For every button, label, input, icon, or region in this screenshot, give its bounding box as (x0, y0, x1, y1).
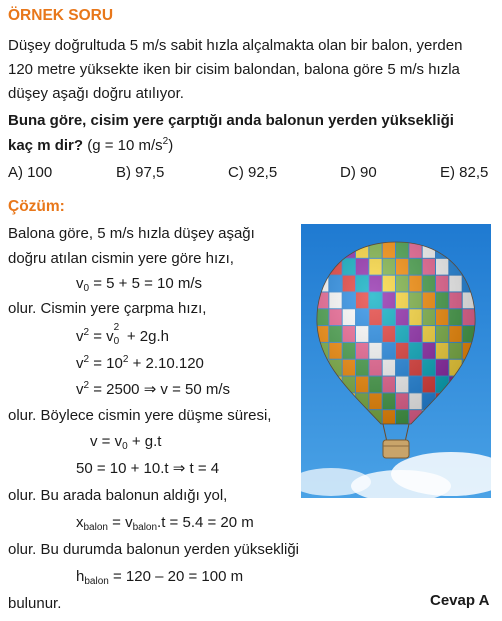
equation-2: $v^2 = v$ 2 0 + 2g.h (76, 322, 169, 347)
option-d[interactable]: D) 90 (340, 164, 377, 181)
equation-4: $v^2 = 2500$ ⇒ v = 50 m/s (76, 380, 231, 398)
option-b[interactable]: B) 97,5 (116, 164, 165, 181)
question-line-1: Düşey doğrultuda 5 m/s sabit hızla alçalmakta olan bir balon, yerden (8, 37, 463, 54)
answer-label: Cevap A (430, 592, 490, 609)
equation-7: $x_{balon} = v_{balon}.t = 5.4 = 20$ m (76, 514, 254, 533)
given-gravity: (g = 10 m/s (87, 137, 163, 154)
solution-line-7: bulunur. (8, 595, 62, 612)
equation-1: $v_0 = 5 + 5 = 10$ m/s (76, 275, 203, 294)
solution-line-2: doğru atılan cismin yere göre hızı, (8, 250, 234, 267)
equation-3: $v^2 = 10^2 + 2.10.120$ (76, 354, 204, 372)
option-c[interactable]: C) 92,5 (228, 164, 278, 181)
solution-line-6: olur. Bu durumda balonun yerden yüksekliği (8, 541, 300, 558)
option-a[interactable]: A) 100 (8, 164, 53, 181)
question-line-3: düşey aşağı doğru atılıyor. (8, 85, 184, 102)
hot-air-balloon-image (301, 224, 491, 498)
question-bold-line-1: Buna göre, cisim yere çarptığı anda balonun yerden yüksekliği (8, 112, 454, 129)
equation-5: $v = v_0 + g.t$ (90, 433, 162, 452)
question-bold-line-2 (8, 137, 173, 153)
equation-8: $h_{balon} = 120 - 20 = 100$ m (76, 568, 244, 587)
given-exponent: 2 (162, 136, 169, 147)
solution-line-5: olur. Bu arada balonun aldığı yol, (8, 487, 228, 504)
solution-line-4: olur. Böylece cismin yere düşme süresi, (8, 407, 272, 424)
equation-6: 50 = 10 + 10.t ⇒ t = 4 (76, 460, 220, 477)
given-close: ) (168, 137, 174, 154)
example-title: ÖRNEK SORU (8, 7, 114, 24)
question-line-2: 120 metre yüksekte iken bir cisim balondan, balona göre 5 m/s hızla (8, 61, 460, 78)
solution-title: Çözüm: (8, 198, 65, 215)
option-e[interactable]: E) 82,5 (440, 164, 489, 181)
solution-line-3: olur. Cismin yere çarpma hızı, (8, 300, 207, 317)
question-ask: kaç m dir? (8, 137, 84, 154)
solution-line-1: Balona göre, 5 m/s hızla düşey aşağı (8, 225, 255, 242)
